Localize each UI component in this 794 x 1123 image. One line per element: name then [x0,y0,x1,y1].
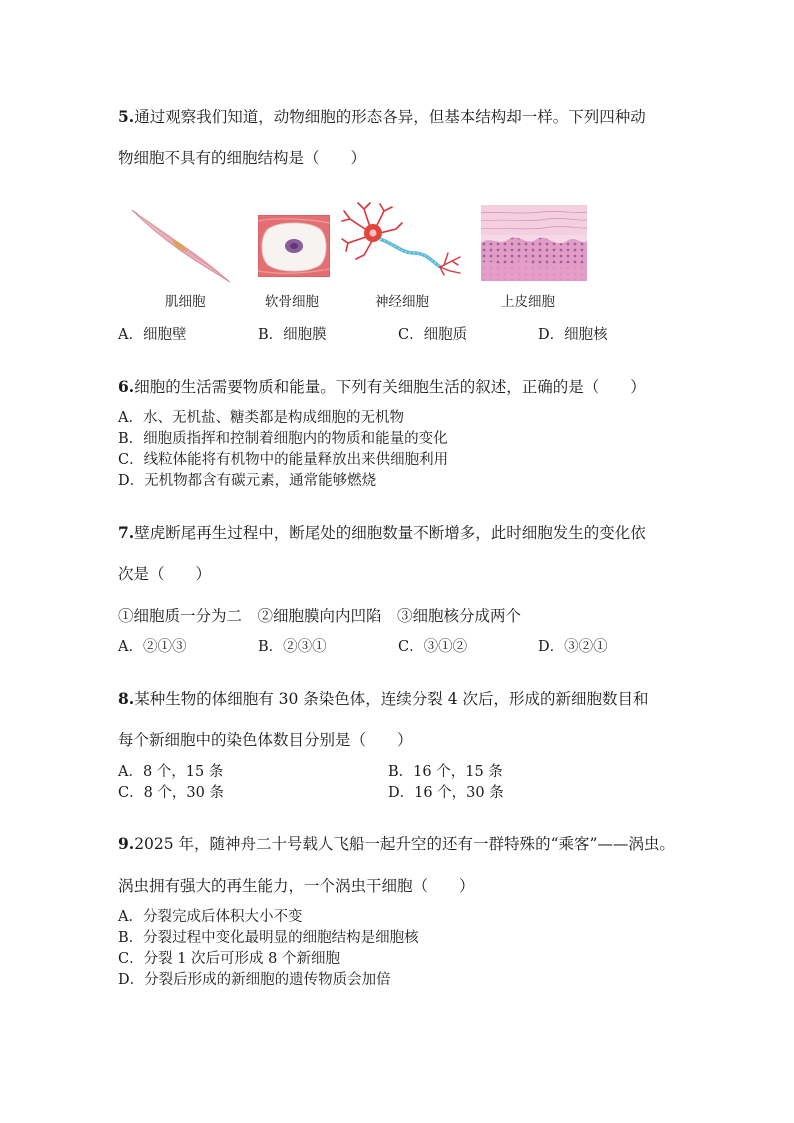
q9-number: 9. [118,834,135,853]
q9-text-1: 2025 年，随神舟二十号载人飞船一起升空的还有一群特殊的“乘客”——涡虫。 [134,835,675,853]
q7-option-a: A．②①③ [118,639,187,655]
q6-option-a: A．水、无机盐、糖类都是构成细胞的无机物 [118,410,404,426]
caption-nerve-cell: 神经细胞 [375,294,429,310]
caption-cartilage-cell: 软骨细胞 [265,294,319,310]
epithelial-cell-image [481,205,587,281]
q6-option-b: B．细胞质指挥和控制着细胞内的物质和能量的变化 [118,431,448,447]
q7-stem-line1 [118,523,646,543]
nerve-cell-image [340,201,464,277]
q8-option-c: C．8 个，30 条 [118,785,224,801]
q8-stem-line2: 每个新细胞中的染色体数目分别是（ ） [118,731,413,749]
q6-number: 6. [118,377,135,396]
q9-option-d: D．分裂后形成的新细胞的遗传物质会加倍 [118,972,391,988]
q5-option-d: D．细胞核 [538,327,608,343]
q8-number: 8. [118,689,135,708]
q7-option-b: B．②③① [258,639,327,655]
q5-stem-line2: 物细胞不具有的细胞结构是（ ） [118,149,367,167]
cartilage-cell-image [258,215,330,277]
q5-number: 5. [118,107,135,126]
q6-text: 细胞的生活需要物质和能量。下列有关细胞生活的叙述，正确的是（ ） [134,378,646,396]
q6-option-c: C．线粒体能将有机物中的能量释放出来供细胞利用 [118,452,449,468]
q7-text-1: 壁虎断尾再生过程中，断尾处的细胞数量不断增多，此时细胞发生的变化依 [134,524,646,542]
q5-text-1: 通过观察我们知道，动物细胞的形态各异，但基本结构却一样。下列四种动 [134,108,646,126]
caption-epithelial-cell: 上皮细胞 [501,294,555,310]
q9-option-b: B．分裂过程中变化最明显的细胞结构是细胞核 [118,930,419,946]
q9-option-a: A．分裂完成后体积大小不变 [118,909,303,925]
q9-stem-line2: 涡虫拥有强大的再生能力，一个涡虫干细胞（ ） [118,877,475,895]
q6-option-d: D．无机物都含有碳元素，通常能够燃烧 [118,473,377,489]
q8-option-a: A．8 个，15 条 [118,764,224,780]
q5-option-a: A．细胞壁 [118,327,187,343]
q8-stem-line1 [118,689,648,709]
q7-option-d: D．③②① [538,639,608,655]
q5-option-b: B．细胞膜 [258,327,327,343]
q9-stem-line1 [118,834,675,854]
caption-muscle-cell: 肌细胞 [165,294,206,310]
q5-stem-line1 [118,107,646,127]
q8-text-1: 某种生物的体细胞有 30 条染色体，连续分裂 4 次后，形成的新细胞数目和 [134,690,649,708]
q7-steps: ①细胞质一分为二 ②细胞膜向内凹陷 ③细胞核分成两个 [118,607,522,625]
q7-stem-line2: 次是（ ） [118,565,212,583]
q5-option-c: C．细胞质 [398,327,468,343]
muscle-cell-image [130,208,232,284]
q8-option-b: B．16 个，15 条 [388,764,503,780]
q7-option-c: C．③①② [398,639,468,655]
q8-option-d: D．16 个，30 条 [388,785,504,801]
q9-option-c: C．分裂 1 次后可形成 8 个新细胞 [118,951,340,967]
q7-number: 7. [118,523,135,542]
q6-stem [118,377,646,397]
